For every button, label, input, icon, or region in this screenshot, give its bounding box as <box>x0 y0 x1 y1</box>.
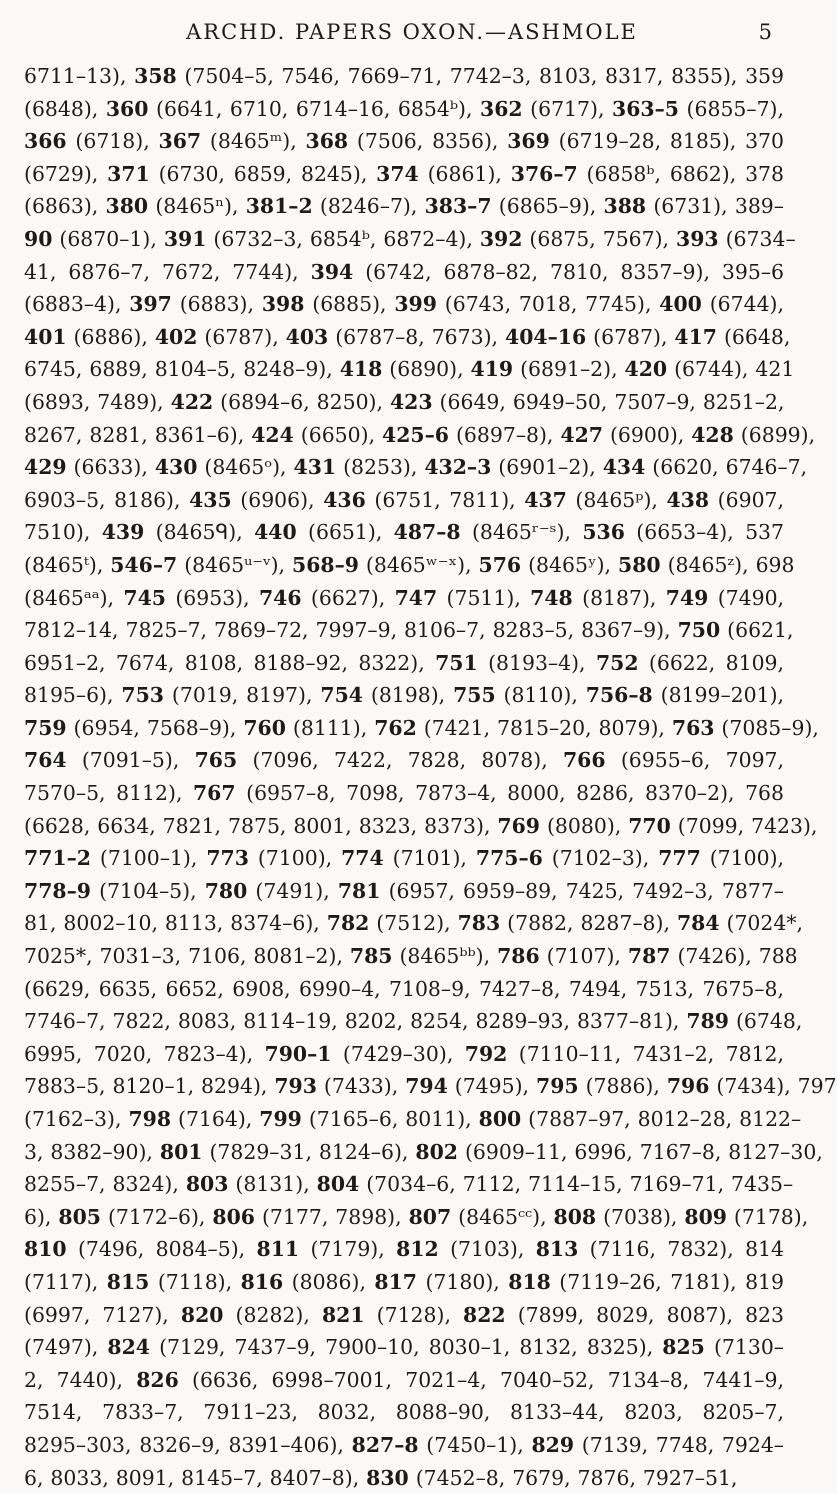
index-line: 7883–5, 8120–1, 8294), 793 (7433), 794 (7495), 795 (7886), 796 (7434), 797 <box>24 1074 837 1099</box>
index-line: (6729), 371 (6730, 6859, 8245), 374 (6861), 376–7 (6858ᵇ, 6862), 378 <box>24 161 784 186</box>
page-number: 5 <box>758 20 772 44</box>
index-line: (7497), 824 (7129, 7437–9, 7900–10, 8030–1, 8132, 8325), 825 (7130– <box>24 1335 784 1360</box>
index-line: 759 (6954, 7568–9), 760 (8111), 762 (7421, 7815–20, 8079), 763 (7085–9), <box>24 715 819 740</box>
index-line: (6629, 6635, 6652, 6908, 6990–4, 7108–9, 7427–8, 7494, 7513, 7675–8, <box>24 976 784 1001</box>
index-line: 8255–7, 8324), 803 (8131), 804 (7034–6, 7112, 7114–15, 7169–71, 7435– <box>24 1172 794 1197</box>
index-line: 6, 8033, 8091, 8145–7, 8407–8), 830 (7452–8, 7679, 7876, 7927–51, <box>24 1465 738 1490</box>
index-line: 764 (7091–5), 765 (7096, 7422, 7828, 8078), 766 (6955–6, 7097, <box>24 748 784 773</box>
index-line: 6903–5, 8186), 435 (6906), 436 (6751, 7811), 437 (8465ᵖ), 438 (6907, <box>24 487 785 512</box>
index-line: 6995, 7020, 7823–4), 790–1 (7429–30), 792 (7110–11, 7431–2, 7812, <box>24 1041 784 1066</box>
index-line: 7812–14, 7825–7, 7869–72, 7997–9, 8106–7, 8283–5, 8367–9), 750 (6621, <box>24 618 794 643</box>
index-line: (8465ᵃᵃ), 745 (6953), 746 (6627), 747 (7511), 748 (8187), 749 (7490, <box>24 585 785 610</box>
index-line: 7510), 439 (8465ᑫ), 440 (6651), 487–8 (8465ʳ⁻ˢ), 536 (6653–4), 537 <box>24 520 784 545</box>
index-line: 8267, 8281, 8361–6), 424 (6650), 425–6 (6897–8), 427 (6900), 428 (6899), <box>24 422 816 447</box>
index-line: (6628, 6634, 7821, 7875, 8001, 8323, 8373), 769 (8080), 770 (7099, 7423), <box>24 813 818 838</box>
index-line: (6883–4), 397 (6883), 398 (6885), 399 (6743, 7018, 7745), 400 (6744), <box>24 292 784 317</box>
index-line: 6711–13), 358 (7504–5, 7546, 7669–71, 7742–3, 8103, 8317, 8355), 359 <box>24 64 784 88</box>
index-line: (7117), 815 (7118), 816 (8086), 817 (7180), 818 (7119–26, 7181), 819 <box>24 1269 784 1294</box>
index-line: 429 (6633), 430 (8465ᵒ), 431 (8253), 432–3 (6901–2), 434 (6620, 6746–7, <box>24 455 808 480</box>
index-line: 2, 7440), 826 (6636, 6998–7001, 7021–4, 7040–52, 7134–8, 7441–9, <box>24 1367 785 1392</box>
index-line: 7514, 7833–7, 7911–23, 8032, 8088–90, 8133–44, 8203, 8205–7, <box>24 1400 784 1425</box>
index-line: 41, 6876–7, 7672, 7744), 394 (6742, 6878–82, 7810, 8357–9), 395–6 <box>24 259 784 284</box>
index-line: 778–9 (7104–5), 780 (7491), 781 (6957, 6959–89, 7425, 7492–3, 7877– <box>24 878 785 903</box>
index-line: 8195–6), 753 (7019, 8197), 754 (8198), 755 (8110), 756–8 (8199–201), <box>24 683 785 708</box>
running-head: ARCHD. PAPERS OXON.—ASHMOLE <box>186 20 638 44</box>
index-line: 81, 8002–10, 8113, 8374–6), 782 (7512), 783 (7882, 8287–8), 784 (7024*, <box>24 911 804 936</box>
index-line: 90 (6870–1), 391 (6732–3, 6854ᵇ, 6872–4), 392 (6875, 7567), 393 (6734– <box>24 226 796 251</box>
index-line: 3, 8382–90), 801 (7829–31, 8124–6), 802 (6909–11, 6996, 7167–8, 8127–30, <box>24 1139 823 1164</box>
index-body-text <box>24 60 837 1494</box>
index-line: (6997, 7127), 820 (8282), 821 (7128), 822 (7899, 8029, 8087), 823 <box>24 1302 784 1327</box>
index-line: (6863), 380 (8465ⁿ), 381–2 (8246–7), 383–7 (6865–9), 388 (6731), 389– <box>24 194 784 219</box>
index-line: 366 (6718), 367 (8465ᵐ), 368 (7506, 8356), 369 (6719–28, 8185), 370 <box>24 129 784 154</box>
index-line: (7162–3), 798 (7164), 799 (7165–6, 8011), 800 (7887–97, 8012–28, 8122– <box>24 1107 802 1131</box>
index-line: 6951–2, 7674, 8108, 8188–92, 8322), 751 (8193–4), 752 (6622, 8109, <box>24 650 785 675</box>
index-line: 8295–303, 8326–9, 8391–406), 827–8 (7450–1), 829 (7139, 7748, 7924– <box>24 1432 784 1457</box>
index-line: 6745, 6889, 8104–5, 8248–9), 418 (6890), 419 (6891–2), 420 (6744), 421 <box>24 357 795 382</box>
index-line: 7746–7, 7822, 8083, 8114–19, 8202, 8254, 8289–93, 8377–81), 789 (6748, <box>24 1009 803 1034</box>
page-header <box>44 14 780 54</box>
index-line: 771–2 (7100–1), 773 (7100), 774 (7101), 775–6 (7102–3), 777 (7100), <box>24 846 785 871</box>
index-line: 401 (6886), 402 (6787), 403 (6787–8, 7673), 404–16 (6787), 417 (6648, <box>24 324 791 349</box>
index-line: 7025*, 7031–3, 7106, 8081–2), 785 (8465ᵇᵇ), 786 (7107), 787 (7426), 788 <box>24 944 798 969</box>
index-line: (6848), 360 (6641, 6710, 6714–16, 6854ᵇ), 362 (6717), 363–5 (6855–7), <box>24 96 784 121</box>
index-line: 810 (7496, 8084–5), 811 (7179), 812 (7103), 813 (7116, 7832), 814 <box>24 1237 784 1262</box>
index-line: (6893, 7489), 422 (6894–6, 8250), 423 (6649, 6949–50, 7507–9, 8251–2, <box>24 389 785 414</box>
index-line: 7570–5, 8112), 767 (6957–8, 7098, 7873–4, 8000, 8286, 8370–2), 768 <box>24 781 784 806</box>
index-line: 6), 805 (7172–6), 806 (7177, 7898), 807 (8465ᶜᶜ), 808 (7038), 809 (7178), <box>24 1204 809 1229</box>
index-line: (8465ᵗ), 546–7 (8465ᵘ⁻ᵛ), 568–9 (8465ʷ⁻ˣ), 576 (8465ʸ), 580 (8465ᶻ), 698 <box>24 552 795 577</box>
